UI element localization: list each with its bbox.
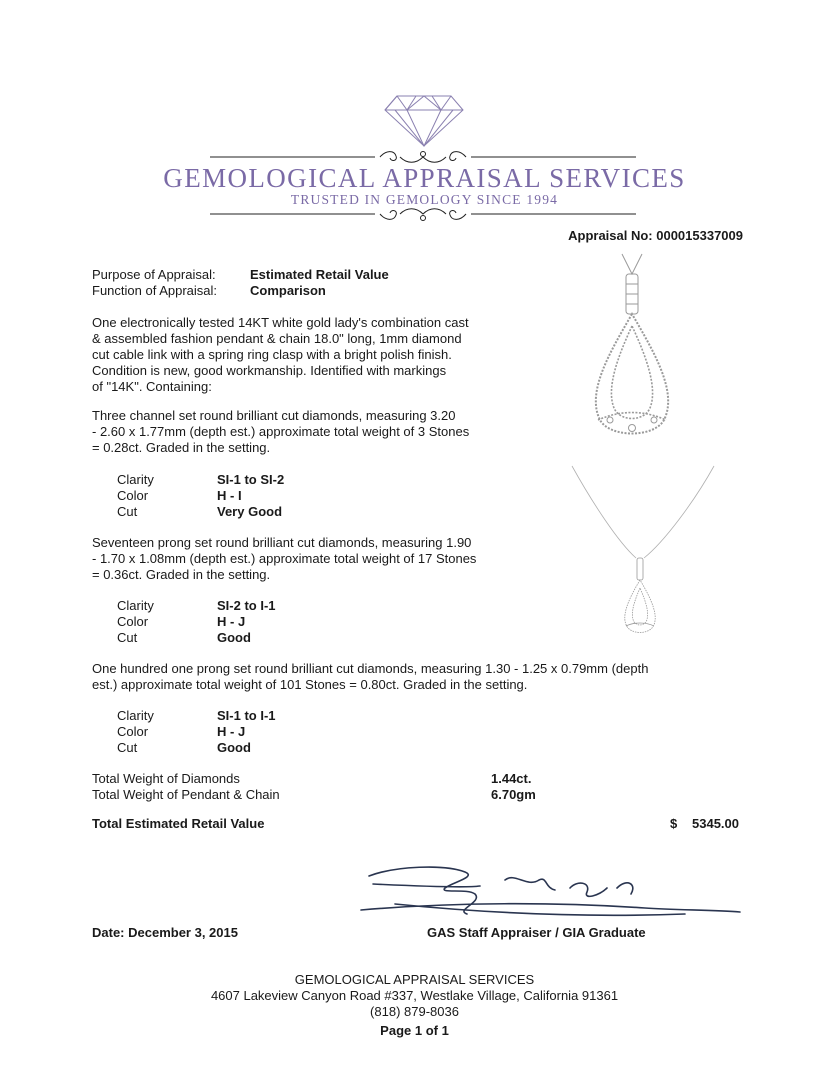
color-label: Color <box>117 488 149 503</box>
stone-group-1-description <box>92 408 502 456</box>
description-line: Condition is new, good workmanship. Identified with markings <box>92 363 447 378</box>
company-tagline: TRUSTED IN GEMOLOGY SINCE 1994 <box>290 192 559 207</box>
description-line: & assembled fashion pendant & chain 18.0" long, 1mm diamond <box>92 331 462 346</box>
footer-company: GEMOLOGICAL APPRAISAL SERVICES <box>294 972 535 987</box>
item-description <box>92 315 502 395</box>
clarity-value: SI-1 to I-1 <box>217 708 276 723</box>
color-value: H - J <box>217 614 246 629</box>
diamond-icon <box>383 92 465 148</box>
stone-line: Three channel set round brilliant cut diamonds, measuring 3.20 <box>92 408 456 423</box>
total-retail-label: Total Estimated Retail Value <box>92 816 265 831</box>
color-value: H - J <box>217 724 246 739</box>
clarity-label: Clarity <box>117 708 154 723</box>
stone-line: - 1.70 x 1.08mm (depth est.) approximate total weight of 17 Stones <box>92 551 477 566</box>
clarity-label: Clarity <box>117 472 154 487</box>
appraisal-date: Date: December 3, 2015 <box>92 925 238 940</box>
stone-line: = 0.36ct. Graded in the setting. <box>92 567 271 582</box>
footer-phone: (818) 879-8036 <box>370 1004 459 1019</box>
description-line: One electronically tested 14KT white gold lady's combination cast <box>92 315 469 330</box>
total-diamond-weight-value: 1.44ct. <box>491 771 532 786</box>
company-name: GEMOLOGICAL APPRAISAL SERVICES <box>163 163 686 193</box>
stone-line: - 2.60 x 1.77mm (depth est.) approximate total weight of 3 Stones <box>92 424 470 439</box>
stone-group-3-description <box>92 661 692 693</box>
color-label: Color <box>117 724 149 739</box>
cut-label: Cut <box>117 504 138 519</box>
color-value: H - I <box>217 488 242 503</box>
clarity-label: Clarity <box>117 598 154 613</box>
clarity-value: SI-1 to SI-2 <box>217 472 285 487</box>
purpose-label: Purpose of Appraisal: <box>92 267 216 282</box>
header-ornament-bottom <box>210 203 636 225</box>
stone-line: One hundred one prong set round brilliant cut diamonds, measuring 1.30 - 1.25 x 0.79mm (depth <box>92 661 649 676</box>
footer-address: 4607 Lakeview Canyon Road #337, Westlake Village, California 91361 <box>210 988 619 1003</box>
total-pendant-weight-label: Total Weight of Pendant & Chain <box>92 787 280 802</box>
purpose-value: Estimated Retail Value <box>250 267 389 282</box>
stone-line: est.) approximate total weight of 101 Stones = 0.80ct. Graded in the setting. <box>92 677 528 692</box>
page-number: Page 1 of 1 <box>380 1023 449 1038</box>
cut-value: Good <box>217 740 251 755</box>
pendant-photo <box>570 252 690 452</box>
function-label: Function of Appraisal: <box>92 283 218 298</box>
necklace-photo <box>568 462 718 642</box>
appraisal-number: Appraisal No: 000015337009 <box>568 228 743 243</box>
total-diamond-weight-label: Total Weight of Diamonds <box>92 771 240 786</box>
cut-value: Good <box>217 630 251 645</box>
cut-label: Cut <box>117 740 138 755</box>
currency-symbol: $ <box>670 816 678 831</box>
total-retail-value: 5345.00 <box>692 816 739 831</box>
description-line: cut cable link with a spring ring clasp with a bright polish finish. <box>92 347 452 362</box>
cut-value: Very Good <box>217 504 283 519</box>
stone-group-2-description <box>92 535 502 583</box>
stone-line: Seventeen prong set round brilliant cut diamonds, measuring 1.90 <box>92 535 472 550</box>
cut-label: Cut <box>117 630 138 645</box>
stone-line: = 0.28ct. Graded in the setting. <box>92 440 271 455</box>
function-value: Comparison <box>250 283 326 298</box>
total-pendant-weight-value: 6.70gm <box>491 787 536 802</box>
color-label: Color <box>117 614 149 629</box>
clarity-value: SI-2 to I-1 <box>217 598 276 613</box>
description-line: of "14K". Containing: <box>92 379 212 394</box>
appraiser-title: GAS Staff Appraiser / GIA Graduate <box>427 925 646 940</box>
signature <box>355 858 745 922</box>
